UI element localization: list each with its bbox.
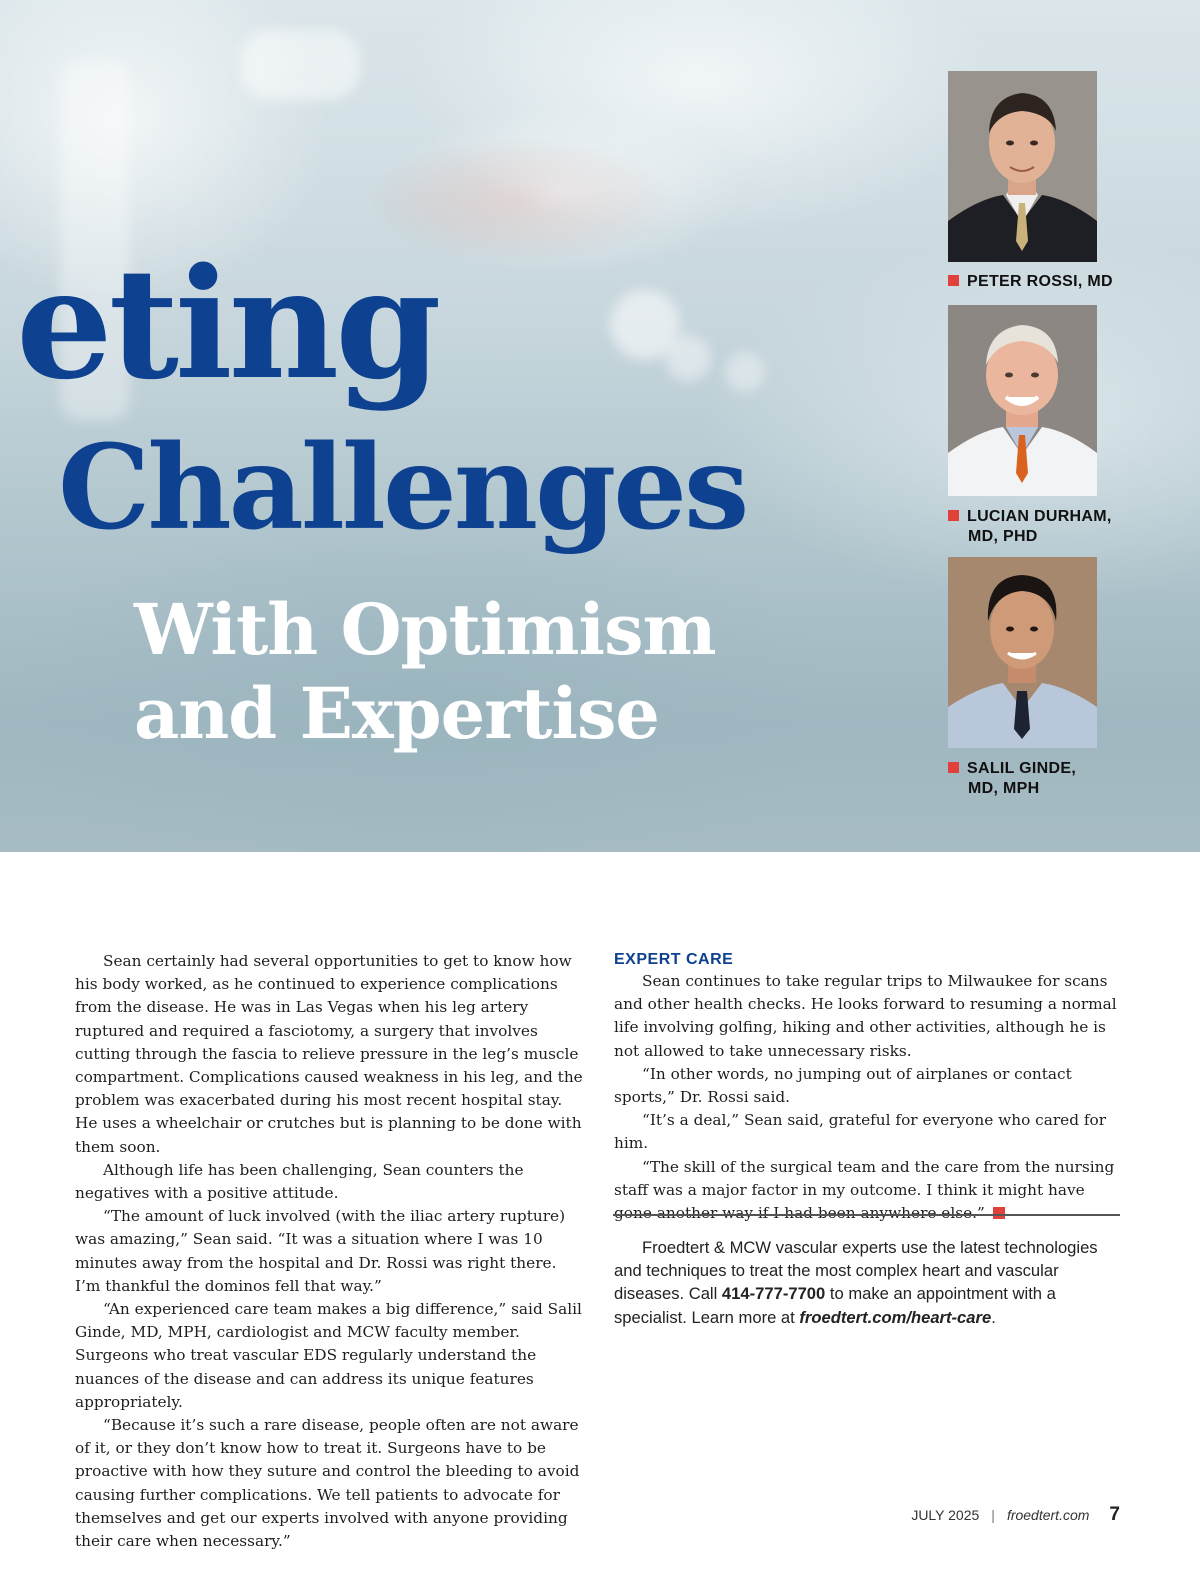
article-paragraph: “Because it’s such a rare disease, people often are not aware of it, or they don’t know how to treat it. Surgeons have to be proactive with how they suture and control the bleeding to avoid causing further complications. We tell patients to advocate for themselves and get our experts involved with anyone providing their care when necessary.” [75, 1416, 580, 1551]
footer-site[interactable]: froedtert.com [1006, 1507, 1090, 1523]
portrait-photo-icon [948, 71, 1097, 262]
doctor-name: SALIL GINDE, [967, 760, 1077, 777]
red-square-icon [948, 275, 959, 286]
headline-subtitle [134, 588, 716, 756]
article-paragraph: Although life has been challenging, Sean counters the negatives with a positive attitude. [75, 1160, 524, 1203]
doctor-caption-durham [948, 507, 1112, 547]
promo-link[interactable]: froedtert.com/heart-care [799, 1307, 992, 1327]
article-paragraph: “An experienced care team makes a big difference,” said Salil Ginde, MD, MPH, cardiologist and MCW faculty member. Surgeons who treat vascular EDS regularly understand the nuances of the disease and can address its unique features appropriately. [75, 1300, 582, 1411]
doctor-credentials: MD, PHD [968, 528, 1038, 545]
promo-callout [614, 1236, 1119, 1329]
red-square-icon [948, 762, 959, 773]
footer-separator: | [991, 1507, 995, 1523]
article-column-left [75, 950, 585, 1553]
headline-line-1: eting [16, 234, 438, 413]
section-divider [613, 1214, 1120, 1216]
doctor-photo-durham [948, 305, 1097, 496]
promo-phone-number[interactable]: 414-777-7700 [721, 1284, 826, 1304]
section-subhead: EXPERT CARE [614, 951, 734, 968]
article-paragraph: Sean certainly had several opportunities to get to know how his body worked, as he continued to experience complications from the disease. He was in Las Vegas when his leg artery ruptured and required a fasciotomy, a surgery that involves cutting through the fascia to relieve pressure in the leg’s muscle compartment. Complications caused weakness in his leg, and the problem was exacerbated during his most recent hospital stay. He uses a wheelchair or crutches but is planning to be done with them soon. [75, 952, 583, 1156]
doctor-credentials: MD, MPH [968, 780, 1040, 797]
background-bokeh [665, 335, 711, 381]
article-paragraph: Sean continues to take regular trips to Milwaukee for scans and other health checks. He looks forward to resuming a normal life involving golfing, hiking and other activities, although he is not allowed to take unnecessary risks. [614, 972, 1117, 1060]
doctor-name: PETER ROSSI, MD [967, 273, 1113, 290]
promo-text: Froedtert & MCW vascular experts use the latest technologies and techniques to treat the most complex heart and vascular diseases. Call [614, 1238, 1098, 1304]
footer-date: JULY 2025 [911, 1507, 980, 1523]
red-square-icon [948, 510, 959, 521]
article-paragraph: “In other words, no jumping out of airplanes or contact sports,” Dr. Rossi said. [614, 1064, 1072, 1107]
portrait-photo-icon [948, 557, 1097, 748]
page-footer [911, 1504, 1120, 1526]
background-bokeh [240, 30, 360, 100]
headline-line-4: and Expertise [134, 672, 659, 755]
headline-line-2: Challenges [58, 420, 747, 556]
background-bokeh [725, 352, 765, 392]
page-number: 7 [1109, 1504, 1120, 1525]
doctor-name: LUCIAN DURHAM, [967, 508, 1112, 525]
article-paragraph: “The amount of luck involved (with the iliac artery rupture) was amazing,” Sean said. “It was a situation where I was 10 minutes away from the hospital and Dr. Rossi was right there. I’m thankful the dominos fell that way.” [75, 1207, 566, 1295]
portrait-photo-icon [948, 305, 1097, 496]
promo-text: . [991, 1307, 996, 1327]
doctor-photo-rossi [948, 71, 1097, 262]
promo-text: to make an appointment with a specialist. Learn more at [614, 1284, 1056, 1327]
article-paragraph-text: “The skill of the surgical team and the care from the nursing staff was a major factor in my outcome. I think it might have [614, 1157, 1115, 1199]
doctor-caption-rossi [948, 272, 1113, 292]
doctor-photo-ginde [948, 557, 1097, 748]
doctor-caption-ginde [948, 759, 1076, 799]
article-paragraph: “It’s a deal,” Sean said, grateful for everyone who cared for him. [614, 1111, 1107, 1153]
headline-line-3: With Optimism [134, 588, 716, 671]
article-column-right [614, 950, 1122, 1225]
